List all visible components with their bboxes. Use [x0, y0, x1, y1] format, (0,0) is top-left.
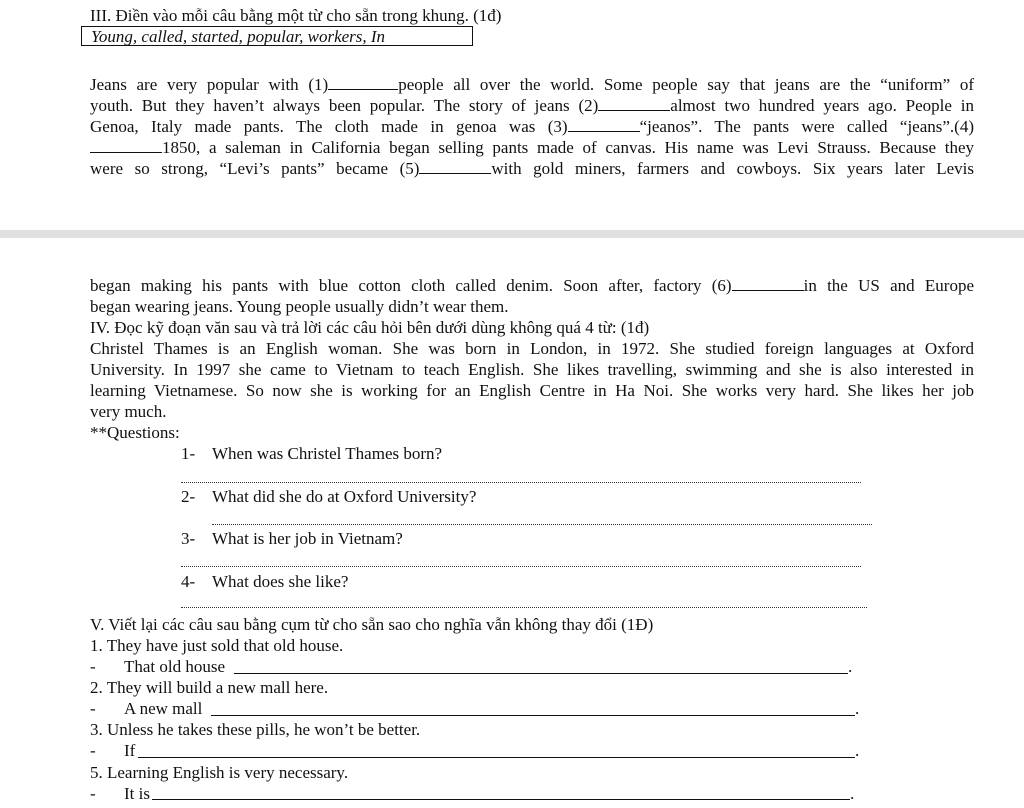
answer-line-4[interactable]	[181, 607, 867, 608]
reading-line-1: Christel Thames is an English woman. She was born in London, in 1972. She studied foreign languages at Oxford	[90, 339, 974, 358]
period-5: .	[850, 784, 855, 803]
passage-line-6: began making his pants with blue cotton cloth called denim. Soon after, factory (6) in the US and Europe	[90, 276, 974, 295]
passage-line-5: were so strong, “Levi’s pants” became (5) with gold miners, farmers and cowboys. Six years later Levis	[90, 159, 974, 178]
question-3: 3- What is her job in Vietnam?	[181, 529, 403, 548]
passage-line-4: 1850, a saleman in California began selling pants made of canvas. His name was Levi Strauss. Because they	[90, 137, 974, 158]
page-top	[0, 0, 1024, 230]
reading-line-2: University. In 1997 she came to Vietnam to teach English. She likes travelling, swimming and she is also interested in	[90, 360, 974, 379]
rewrite-sentence-2: 2. They will build a new mall here.	[90, 678, 329, 697]
blank-5[interactable]	[419, 159, 491, 174]
question-2: 2- What did she do at Oxford University?	[181, 487, 477, 506]
rewrite-sentence-1: 1. They have just sold that old house.	[90, 636, 344, 655]
rewrite-line-2[interactable]	[211, 715, 855, 716]
rewrite-sentence-3: 3. Unless he takes these pills, he won’t be better.	[90, 720, 421, 739]
period-2: .	[855, 699, 860, 718]
passage-line-1: Jeans are very popular with (1) people all over the world. Some people say that jeans are the “uniform” of	[90, 75, 974, 94]
word-box: Young, called, started, popular, workers, In	[81, 26, 473, 46]
question-1: 1- When was Christel Thames born?	[181, 444, 443, 463]
question-4: 4- What does she like?	[181, 572, 349, 591]
answer-line-2[interactable]	[212, 524, 872, 525]
rewrite-line-5[interactable]	[152, 799, 850, 800]
passage-line-2: youth. But they haven’t always been popular. The story of jeans (2) almost two hundred years ago. People in	[90, 96, 975, 115]
page-bottom: began making his pants with blue cotton cloth called denim. Soon after, factory (6) in the US and Europe began wearing jeans. Young people usually didn’t wear them. IV. Đọc kỹ đoạn văn sau và trả lời các câu hỏi bên dưới dùng không quá 4 từ: (1đ) Christel Thames is an English woman. She was born in London, in 1972. She studied foreign languages at Oxford University. In 1997 she came to Vietnam to teach English. She likes travelling, swimming and she is also interested in learning Vietnamese. So now she is working for an English Centre in Ha Noi. She works very hard. She likes her job very much. **Questions: 1- When was Christel Thames born? 2- What did she do at Oxford University? 3- What is her job in Vietnam? 4- What does she like? V. Viết lại các câu sau bằng cụm từ cho sẵn sao cho nghĩa vẫn không thay đổi (1Đ) 1. They have just sold that old house. - That old house . 2. They will build a new mall here. - A new mall . 3. Unless he takes these pills, he won’t be better. - If . 5. Learning English is very necessary. - It is .	[0, 238, 1024, 808]
rewrite-line-1[interactable]	[234, 673, 848, 674]
blank-1[interactable]	[328, 75, 398, 90]
rewrite-line-3[interactable]	[138, 757, 855, 758]
blank-6[interactable]	[732, 276, 804, 291]
rewrite-sentence-5: 5. Learning English is very necessary.	[90, 763, 349, 782]
answer-line-1[interactable]	[181, 482, 861, 483]
section5-title: V. Viết lại các câu sau bằng cụm từ cho sẵn sao cho nghĩa vẫn không thay đổi (1Đ)	[90, 615, 654, 634]
section4-title: IV. Đọc kỹ đoạn văn sau và trả lời các câu hỏi bên dưới dùng không quá 4 từ: (1đ)	[90, 318, 650, 337]
blank-2[interactable]	[598, 96, 670, 111]
blank-4[interactable]	[90, 138, 162, 153]
reading-line-4: very much.	[90, 402, 167, 421]
section3-title: III. Điền vào mỗi câu bằng một từ cho sẵn trong khung. (1đ)	[90, 6, 502, 25]
page-break	[0, 230, 1024, 238]
answer-line-3[interactable]	[181, 566, 861, 567]
passage-line-3: Genoa, Italy made pants. The cloth made in genoa was (3) “jeanos”. The pants were called “jeans”.(4)	[90, 117, 974, 136]
questions-label: **Questions:	[90, 423, 180, 442]
passage-line-7: began wearing jeans. Young people usually didn’t wear them.	[90, 297, 509, 316]
period-1: .	[848, 657, 853, 676]
period-3: .	[855, 741, 860, 760]
blank-3[interactable]	[568, 117, 640, 132]
reading-line-3: learning Vietnamese. So now she is working for an English Centre in Ha Noi. She works very hard. She likes her job	[90, 381, 974, 400]
